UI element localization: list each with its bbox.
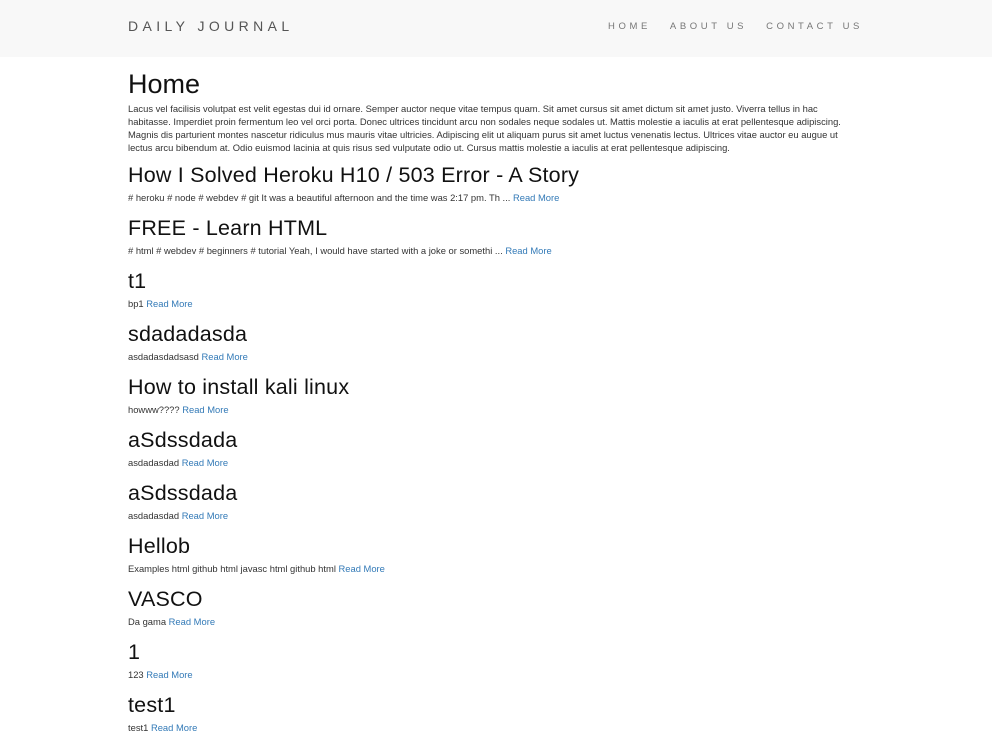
post-excerpt-text: howww???? (128, 404, 180, 415)
nav-links (608, 21, 863, 32)
post-item (128, 586, 858, 628)
post-list (128, 162, 858, 734)
post-excerpt-text: # html # webdev # beginners # tutorial Yeah, I would have started with a joke or somethi ... (128, 245, 503, 256)
post-item (128, 321, 858, 363)
intro-paragraph: Lacus vel facilisis volutpat est velit egestas dui id ornare. Semper auctor neque vitae tempus quam. Sit amet cursus sit amet dictum sit amet justo. Viverra tellus in hac habitasse. Imperdiet proin fermentum leo vel orci porta. Donec ultrices tincidunt arcu non sodales neque sodales ut. Mattis molestie a iaculis at erat pellentesque adipiscing. Magnis dis parturient montes nascetur ridiculus mus mauris vitae ultricies. Adipiscing elit ut aliquam purus sit amet luctus venenatis lectus. Ultrices vitae auctor eu augue ut lectus arcu bibendum at. Odio euismod lacinia at quis risus sed vulputate odio ut. Cursus mattis molestie a iaculis at erat pellentesque adipiscing. (128, 103, 841, 153)
read-more-link[interactable]: Read More (338, 563, 385, 574)
post-item (128, 692, 858, 734)
post-excerpt (128, 192, 858, 204)
post-title: test1 (128, 693, 176, 717)
post-excerpt-text: asdadasdad (128, 510, 180, 521)
main-content (128, 68, 858, 734)
post-excerpt (128, 722, 858, 734)
read-more-link[interactable]: Read More (512, 192, 560, 203)
page-title: Home (128, 69, 201, 99)
post-item (128, 639, 858, 681)
read-more-link[interactable]: Read More (150, 722, 198, 733)
post-title: sdadadasda (128, 322, 248, 346)
read-more-link[interactable]: Read More (146, 669, 193, 680)
post-item (128, 533, 858, 575)
post-excerpt-text: bp1 (128, 298, 144, 309)
post-excerpt (128, 245, 858, 257)
post-excerpt-text: # heroku # node # webdev # git It was a beautiful afternoon and the time was 2:17 pm. Th ... (128, 192, 511, 203)
post-excerpt (128, 298, 858, 310)
nav-link-about-us[interactable]: ABOUT US (669, 21, 748, 32)
read-more-link[interactable]: Read More (146, 298, 193, 309)
post-excerpt-text: asdadasdadsasd (128, 351, 199, 362)
post-excerpt (128, 510, 858, 522)
read-more-link[interactable]: Read More (168, 616, 216, 627)
navbar (0, 0, 992, 57)
post-title: aSdssdada (128, 428, 238, 452)
post-item (128, 162, 858, 204)
post-title: VASCO (128, 587, 203, 611)
post-title: 1 (128, 640, 141, 664)
nav-link-home[interactable]: HOME (608, 21, 651, 32)
post-excerpt (128, 669, 858, 681)
post-excerpt (128, 616, 858, 628)
post-title: Hellob (128, 534, 191, 558)
post-title: t1 (128, 269, 147, 293)
post-excerpt-text: Da gama (128, 616, 167, 627)
post-title: FREE - Learn HTML (128, 216, 328, 240)
brand-logo-link[interactable]: DAILY JOURNAL (128, 18, 294, 34)
read-more-link[interactable]: Read More (181, 510, 229, 521)
post-excerpt-text: Examples html github html javasc html github html (128, 563, 336, 574)
post-title: aSdssdada (128, 481, 238, 505)
post-item (128, 480, 858, 522)
post-excerpt-text: 123 (128, 669, 144, 680)
post-excerpt-text: asdadasdad (128, 457, 180, 468)
post-excerpt (128, 351, 858, 363)
post-excerpt (128, 457, 858, 469)
post-item (128, 374, 858, 416)
read-more-link[interactable]: Read More (181, 457, 229, 468)
read-more-link[interactable]: Read More (505, 245, 552, 256)
post-excerpt (128, 563, 858, 575)
post-title: How I Solved Heroku H10 / 503 Error - A Story (128, 163, 580, 187)
post-excerpt-text: test1 (128, 722, 149, 733)
post-item (128, 268, 858, 310)
nav-link-contact-us[interactable]: CONTACT US (766, 21, 863, 32)
post-item (128, 427, 858, 469)
post-excerpt (128, 404, 858, 416)
post-item (128, 215, 858, 257)
read-more-link[interactable]: Read More (182, 404, 229, 415)
post-title: How to install kali linux (128, 375, 350, 399)
read-more-link[interactable]: Read More (201, 351, 248, 362)
